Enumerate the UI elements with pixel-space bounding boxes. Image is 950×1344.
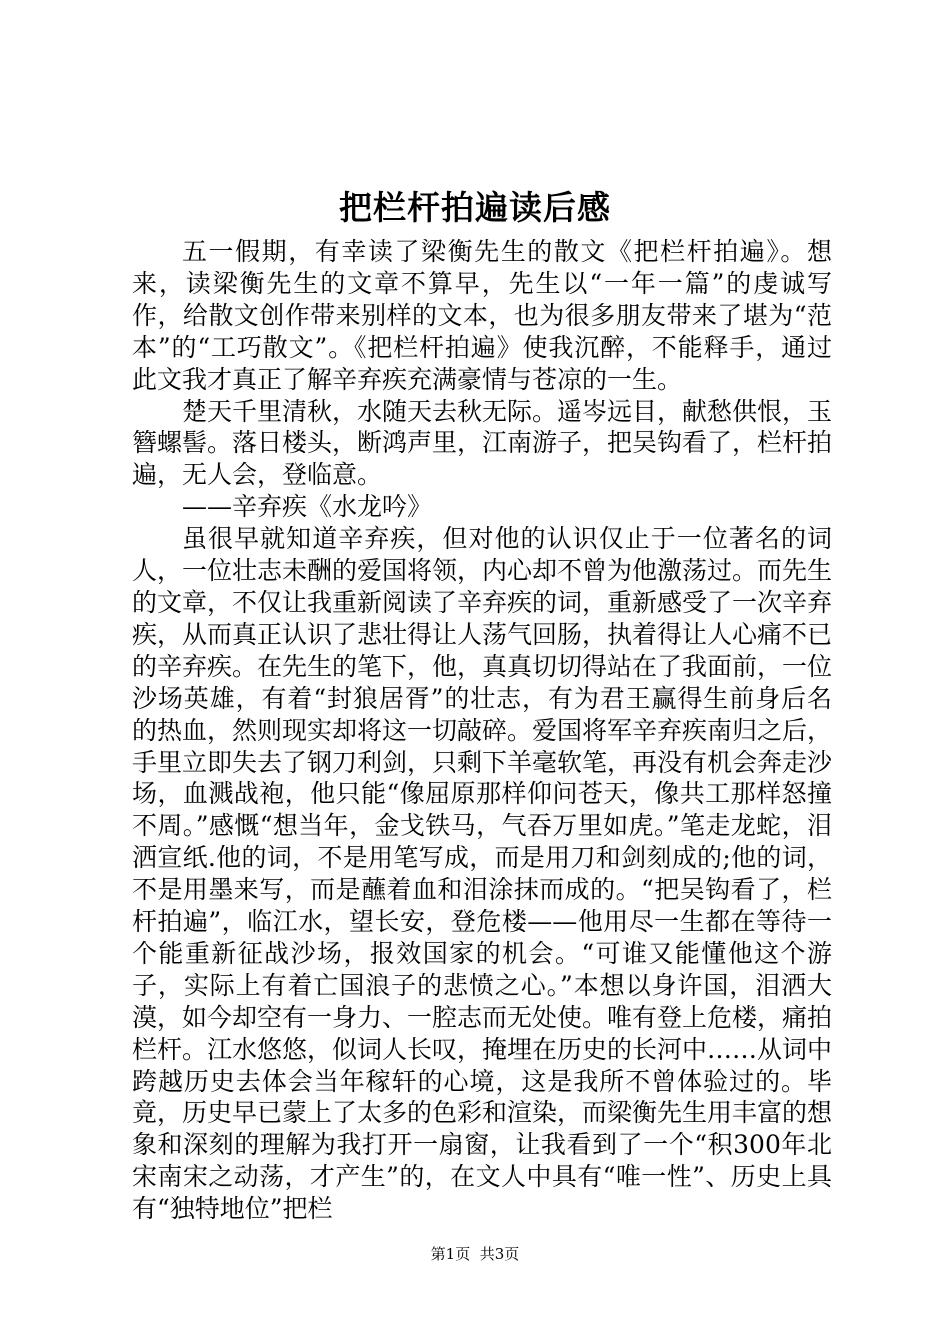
- document-body: [132, 236, 832, 1225]
- document-title: 把栏杆拍遍读后感: [339, 188, 611, 227]
- page-footer: [0, 1244, 950, 1264]
- poem-quote-paragraph: 楚天千里清秋，水随天去秋无际。遥岑远目，献愁供恨，玉簪螺髻。落日楼头，断鸿声里，江南游子，把吴钩看了，栏杆拍遍，无人会，登临意。: [132, 396, 833, 490]
- main-paragraph: 虽很早就知道辛弃疾，但对他的认识仅止于一位著名的词人，一位壮志未酬的爱国将领，内心却不曾为他激荡过。而先生的文章，不仅让我重新阅读了辛弃疾的词，重新感受了一次辛弃疾，从而真正认识了悲壮得让人荡气回肠，执着得让人心痛不已的辛弃疾。在先生的笔下，他，真真切切得站在了我面前，一位沙场英雄，有着“封狼居胥”的壮志，有为君王赢得生前身后名的热血，然则现实却将这一切敲碎。爱国将军辛弃疾南归之后，手里立即失去了钢刀利剑，只剩下羊毫软笔，再没有机会奔走沙场，血溅战袍，他只能“像屈原那样仰问苍天，像共工那样怒撞不周。”感慨“想当年，金戈铁马，气吞万里如虎。”笔走龙蛇，泪洒宣纸.他的词，不是用笔写成，而是用刀和剑刻成的;他的词，不是用墨来写，而是蘸着血和泪涂抹而成的。“把吴钩看了，栏杆拍遍”，临江水，望长安，登危楼——他用尽一生都在等待一个能重新征战沙场，报效国家的机会。“可谁又能懂他这个游子，实际上有着亡国浪子的悲愤之心。”本想以身许国，泪洒大漠，如今却空有一身力、一腔志而无处使。唯有登上危楼，痛拍栏杆。江水悠悠，似词人长叹，掩埋在历史的长河中……从词中跨越历史去体会当年稼轩的心境，这是我所不曾体验过的。毕竟，历史早已蒙上了太多的色彩和渲染，而梁衡先生用丰富的想象和深刻的理解为我打开一扇窗，让我看到了一个“积300年北宋南宋之动荡，才产生”的，在文人中具有“唯一性”、历史上具有“独特地位”把栏: [132, 524, 833, 1224]
- page-total: 共3页: [479, 1245, 520, 1263]
- page-number: 第1页: [430, 1245, 471, 1263]
- intro-paragraph: 五一假期，有幸读了梁衡先生的散文《把栏杆拍遍》。想来，读梁衡先生的文章不算早，先生以“一年一篇”的虔诚写作，给散文创作带来别样的文本，也为很多朋友带来了堪为“范本”的“工巧散文”。《把栏杆拍遍》使我沉醉，不能释手，通过此文我才真正了解辛弃疾充满豪情与苍凉的一生。: [132, 237, 832, 394]
- poem-attribution: ——辛弃疾《水龙吟》: [182, 492, 433, 522]
